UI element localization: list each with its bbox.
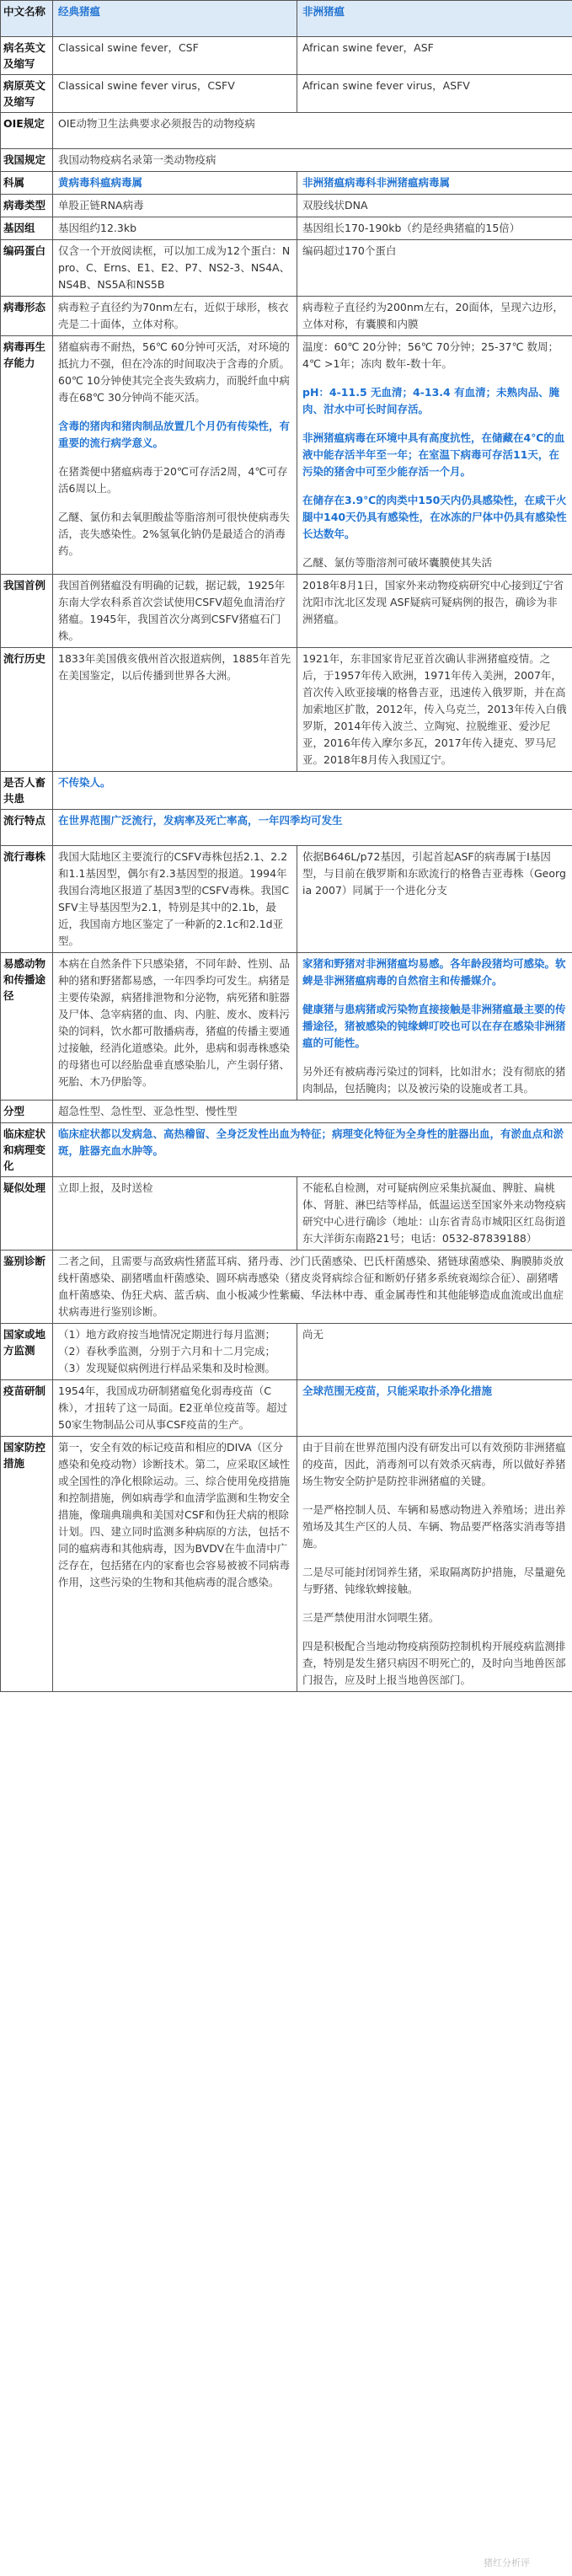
cell-paragraph: 四是积极配合当地动物疫病预防控制机构开展疫病监测排查，特别是发生猪只病因不明死亡的，及时向当地兽医部门报告，应及时上报当地兽医部门。 (302, 1640, 566, 1686)
row-header: 中文名称 (1, 1, 53, 37)
row-header: 我国规定 (1, 149, 53, 172)
cell-paragraph: 黄病毒科瘟病毒属 (58, 176, 143, 189)
cell-african (297, 37, 572, 75)
table-row (1, 810, 572, 846)
cell-paragraph: 在储存在3.9℃的肉类中150天内仍具感染性，在咸干火腿中140天仍具有感染性，在冰冻的尸体中仍具有感染性长达数年。 (302, 494, 567, 540)
cell-african (297, 648, 572, 772)
row-header: 临床症状和病理变化 (1, 1123, 53, 1177)
cell-paragraph: 健康猪与患病猪或污染物直接接触是非洲猪瘟最主要的传播途径，猪被感染的钝缘蜱叮咬也可以在存在感染非洲猪瘟的可能性。 (302, 1003, 566, 1049)
row-header: 基因组 (1, 217, 53, 240)
table-row (1, 1251, 572, 1324)
cell-paragraph: 1921年，东非国家肯尼亚首次确认非洲猪瘟疫情。之后，于1957年传入欧洲，1971年传入美洲，2007年，首次传入欧亚接壤的格鲁吉亚，迅速传入俄罗斯，并在高加索地区扩散，2012年，传入乌克兰，2013年传入白俄罗斯，2014年传入波兰、立陶宛、拉脱维亚、爱沙尼亚，2016年传入摩尔多瓦，2017年传入捷克、罗马尼亚。2018年8月传入我国辽宁。 (302, 652, 567, 766)
cell-paragraph: 非洲猪瘟 (302, 5, 345, 18)
cell-african (297, 217, 572, 240)
row-header: 我国首例 (1, 575, 53, 648)
cell-african (297, 336, 572, 575)
cell-paragraph: 依据B646L/p72基因，引起首起ASF的病毒属于Ⅰ基因型，与目前在俄罗斯和东欧流行的格鲁吉亚毒株（Georgia 2007）同属于一个进化分支 (302, 850, 566, 897)
cell-paragraph: 病毒粒子直径约为70nm左右，近似于球形，核衣壳是二十面体，立体对称。 (58, 301, 289, 330)
cell-paragraph: （1）地方政府按当地情况定期进行每月监测；（2）春秋季监测，分别于六月和十二月完成；（3）发现疑似病例进行样品采集和及时检测。 (58, 1328, 275, 1374)
cell-classical (53, 336, 297, 575)
cell-paragraph: 含毒的猪肉和猪肉制品放置几个月仍有传染性，有重要的流行病学意义。 (58, 420, 291, 449)
cell-paragraph: 基因组约12.3kb (58, 222, 137, 234)
cell-shared: 二者之间，且需要与高致病性猪蓝耳病、猪丹毒、沙门氏菌感染、巴氏杆菌感染、猪链球菌感染、胸膜肺炎放线杆菌感染、副猪嗜血杆菌感染、圆环病毒感染（猪皮炎肾病综合征和断奶仔猪多系统衰竭综合征）、副猪嗜血杆菌感染、伪狂犬病、蓝舌病、血小板减少性紫癜、华法林中毒、重金属毒性和其他能够造成血流或出血症状病毒进行鉴别诊断。 (53, 1251, 572, 1324)
row-header: 疫苗研制 (1, 1380, 53, 1437)
table-row (1, 1324, 572, 1380)
table-row (1, 772, 572, 810)
row-header: 是否人畜共患 (1, 772, 53, 810)
row-header: 流行毒株 (1, 846, 53, 953)
cell-paragraph: 双股线状DNA (302, 199, 368, 212)
table-row (1, 149, 572, 172)
cell-african (297, 75, 572, 113)
cell-paragraph: 二是尽可能封闭饲养生猪，采取隔离防护措施，尽量避免与野猪、钝缘软蜱接触。 (302, 1566, 566, 1595)
cell-classical (53, 195, 297, 217)
cell-paragraph: 我国首例猪瘟没有明确的记载，据记载，1925年东南大学农科系首次尝试使用CSFV超免血清治疗猪瘟。1945年，我国首次分离到CSFV猪瘟石门株。 (58, 579, 286, 642)
cell-shared: OIE动物卫生法典要求必须报告的动物疫病 (53, 113, 572, 149)
table-row (1, 846, 572, 953)
cell-paragraph: Classical swine fever virus，CSFV (58, 79, 235, 92)
cell-classical (53, 297, 297, 336)
cell-african (297, 1380, 572, 1437)
table-row (1, 37, 572, 75)
cell-paragraph: 猪瘟病毒不耐热，56℃ 60分钟可灭活，对环境的抵抗力不强，但在冷冻的时间取决于含毒的介质。60℃ 10分钟使其完全丧失致病力，而脱纤血中病毒在68℃ 30分钟尚不能灭活。 (58, 340, 291, 404)
table-row (1, 75, 572, 113)
cell-shared: 在世界范围广泛流行，发病率及死亡率高，一年四季均可发生 (53, 810, 572, 846)
cell-paragraph: 尚无 (302, 1328, 324, 1341)
cell-paragraph: 我国大陆地区主要流行的CSFV毒株包括2.1、2.2和1.1基因型，偶尔有2.3基因型的报道。1994年我国台湾地区报道了基因3型的CSFV毒株。我国CSFV主导基因型为2.1，特别是其中的2.1b，最近，我国南方地区鉴定了一种新的2.1c和2.1d亚型。 (58, 850, 290, 947)
row-header: 国家或地方监测 (1, 1324, 53, 1380)
cell-paragraph: Classical swine fever，CSF (58, 41, 199, 54)
table-row (1, 240, 572, 297)
cell-classical (53, 240, 297, 297)
cell-paragraph: 第一，安全有效的标记疫苗和相应的DIVA（区分感染和免疫动物）诊断技术。第二，应采取区域性或全国性的净化根除运动。三、综合使用免疫措施和控制措施，例如病毒学和血清学监测和生物安全措施，像瑞典瑞典和美国对CSF和伪狂犬病的根除计划。四、建立同时监测多种病原的方法，包括不同的瘟病毒和其他病毒，因为BVDV在牛血清中广泛存在，包括猪在内的家畜也会容易被被不同病毒作用，这些污染的生物和其他病毒的混合感染。 (58, 1441, 291, 1588)
row-header: 病原英文及缩写 (1, 75, 53, 113)
row-header: 国家防控措施 (1, 1437, 53, 1692)
cell-african (297, 953, 572, 1101)
row-header: 编码蛋白 (1, 240, 53, 297)
cell-paragraph: 一是严格控制人员、车辆和易感动物进入养殖场；进出养殖场及其生产区的人员、车辆、物品要严格落实消毒等措施。 (302, 1503, 566, 1550)
cell-african (297, 1177, 572, 1251)
row-header: 流行历史 (1, 648, 53, 772)
cell-paragraph: 2018年8月1日，国家外来动物疫病研究中心接到辽宁省沈阳市沈北区发现 ASF疑病可疑病例的报告，确诊为非洲猪瘟。 (302, 579, 564, 625)
cell-classical (53, 1437, 297, 1692)
cell-paragraph: African swine fever，ASF (302, 41, 434, 54)
cell-shared: 我国动物疫病名录第一类动物疫病 (53, 149, 572, 172)
table-row (1, 217, 572, 240)
cell-paragraph: 编码超过170个蛋白 (302, 244, 397, 257)
cell-paragraph: 1833年美国俄亥俄州首次报道病例，1885年首先在美国鉴定，以后传播到世界各大洲。 (58, 652, 291, 682)
cell-african (297, 172, 572, 195)
cell-classical (53, 575, 297, 648)
table-row (1, 1437, 572, 1692)
table-row (1, 1, 572, 37)
table-row (1, 113, 572, 149)
cell-classical (53, 648, 297, 772)
cell-classical (53, 953, 297, 1101)
cell-paragraph: 单股正链RNA病毒 (58, 199, 144, 212)
cell-paragraph: 全球范围无疫苗，只能采取扑杀净化措施 (302, 1384, 493, 1397)
table-row (1, 1177, 572, 1251)
cell-african (297, 1437, 572, 1692)
cell-paragraph: 本病在自然条件下只感染猪，不同年龄、性别、品种的猪和野猪都易感，一年四季均可发生。病猪是主要传染源，病猪排泄物和分泌物，病死猪和脏器及尸体、急宰病猪的血、肉、内脏、废水、废料污染的饲料，饮水都可散播病毒，猪瘟的传播主要通过接触，经消化道感染。此外，患病和弱毒株感染的母猪也可以经胎盘垂直感染胎儿，产生弱仔猪、死胎、木乃伊胎等。 (58, 957, 291, 1088)
cell-classical (53, 37, 297, 75)
row-header: 分型 (1, 1101, 53, 1123)
row-header: 科属 (1, 172, 53, 195)
table-row (1, 1123, 572, 1177)
row-header: 疑似处理 (1, 1177, 53, 1251)
row-header: 病毒类型 (1, 195, 53, 217)
cell-classical (53, 846, 297, 953)
row-header: 病名英文及缩写 (1, 37, 53, 75)
cell-paragraph: 乙醚、氯仿等脂溶剂可破坏囊膜使其失活 (302, 556, 493, 569)
cell-classical (53, 217, 297, 240)
cell-paragraph: 非洲猪瘟病毒在环境中具有高度抗性，在储藏在4℃的血液中能存活半年至一年；在室温下病毒可存活11天，在污染的猪舍中可至少能存活一个月。 (302, 431, 565, 478)
table-row (1, 648, 572, 772)
cell-paragraph: 不能私自检测，对可疑病例应采集抗凝血、脾脏、扁桃体、肾脏、淋巴结等样品，低温运送至国家外来动物疫病研究中心进行确诊（地址：山东省青岛市城阳区红岛街道东大洋街东南路21号；电话：0532-87839188） (302, 1181, 566, 1245)
cell-paragraph: African swine fever virus，ASFV (302, 79, 470, 92)
row-header: 病毒再生存能力 (1, 336, 53, 575)
cell-paragraph: 家猪和野猪对非洲猪瘟均易感。各年龄段猪均可感染。软蜱是非洲猪瘟病毒的自然宿主和传播媒介。 (302, 957, 566, 987)
table-row (1, 172, 572, 195)
cell-paragraph: 由于目前在世界范围内没有研发出可以有效预防非洲猪瘟的疫苗，因此，消毒剂可以有效杀灭病毒，所以做好养猪场生物安全防护是防控非洲猪瘟的关键。 (302, 1441, 566, 1487)
row-header: 流行特点 (1, 810, 53, 846)
table-row (1, 953, 572, 1101)
cell-classical (53, 1177, 297, 1251)
row-header: 易感动物和传播途径 (1, 953, 53, 1101)
cell-paragraph: 经典猪瘟 (58, 5, 101, 18)
cell-african (297, 846, 572, 953)
cell-paragraph: 病毒粒子直径约为200nm左右，20面体，呈现六边形，立体对称，有囊膜和内膜 (302, 301, 564, 330)
cell-paragraph: 在猪粪便中猪瘟病毒于20℃可存活2周，4℃可存活6周以上。 (58, 465, 288, 495)
row-header: 病毒形态 (1, 297, 53, 336)
cell-classical (53, 172, 297, 195)
cell-paragraph: pH：4-11.5 无血清；4-13.4 有血清；未熟肉品、腌肉、泔水中可长时间存活。 (302, 386, 560, 415)
row-header: 鉴别诊断 (1, 1251, 53, 1324)
cell-african (297, 1324, 572, 1380)
table-row (1, 575, 572, 648)
cell-classical (53, 1380, 297, 1437)
cell-paragraph: 立即上报，及时送检 (58, 1181, 153, 1194)
table-row (1, 336, 572, 575)
cell-paragraph: 仅含一个开放阅读框，可以加工成为12个蛋白：Npro、C、Erns、E1、E2、P7、NS2-3、NS4A、NS4B、NS5A和NS5B (58, 244, 291, 291)
cell-shared: 不传染人。 (53, 772, 572, 810)
cell-paragraph: 另外还有被病毒污染过的饲料，比如泔水；没有彻底的猪肉制品，包括腌肉；以及被污染的设施或者工具。 (302, 1065, 566, 1095)
cell-classical (53, 1324, 297, 1380)
cell-paragraph: 温度：60℃ 20分钟；56℃ 70分钟；25-37℃ 数周；4℃ >1年；冻肉 数年-数十年。 (302, 340, 559, 370)
cell-african (297, 575, 572, 648)
row-header: OIE规定 (1, 113, 53, 149)
cell-paragraph: 1954年，我国成功研制猪瘟兔化弱毒疫苗（C株），才扭转了这一局面。E2亚单位疫苗等。超过50家生物制品公司从事CSF疫苗的生产。 (58, 1384, 288, 1431)
table-row (1, 195, 572, 217)
watermark: 猪红分析评 (484, 2557, 530, 2568)
cell-classical (53, 75, 297, 113)
table-row (1, 1101, 572, 1123)
table-row (1, 297, 572, 336)
cell-african (297, 1, 572, 37)
cell-african (297, 240, 572, 297)
cell-paragraph: 非洲猪瘟病毒科非洲猪瘟病毒属 (302, 176, 451, 189)
cell-african (297, 297, 572, 336)
cell-paragraph: 三是严禁使用泔水饲喂生猪。 (302, 1611, 440, 1624)
table-row (1, 1380, 572, 1437)
cell-paragraph: 乙醚、氯仿和去氧胆酸盐等脂溶剂可很快使病毒失活，丧失感染性。2%氢氧化钠仍是最适合的消毒药。 (58, 511, 291, 557)
cell-shared: 超急性型、急性型、亚急性型、慢性型 (53, 1101, 572, 1123)
cell-paragraph: 基因组长170-190kb（约是经典猪瘟的15倍） (302, 222, 521, 234)
cell-classical (53, 1, 297, 37)
cell-shared: 临床症状都以发病急、高热稽留、全身泛发性出血为特征；病理变化特征为全身性的脏器出血，有淤血点和淤斑，脏器充血水肿等。 (53, 1123, 572, 1177)
cell-african (297, 195, 572, 217)
